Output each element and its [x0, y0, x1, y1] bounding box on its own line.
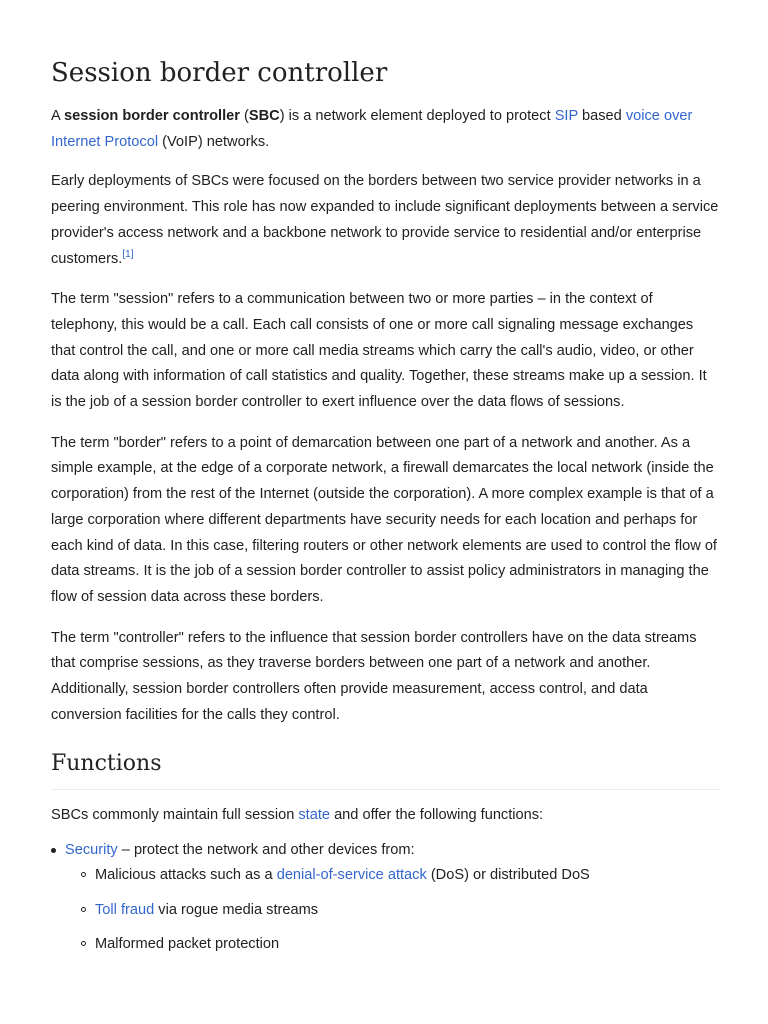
- text: Early deployments of SBCs were focused on the borders between two service provider networks in a peering environment. This role has now expanded to include significant deployments between a service provider's access network and a backbone network to provide service to residential and/or enterprise customers.: [51, 173, 719, 267]
- text: – protect the network and other devices from:: [117, 842, 415, 859]
- link-voip[interactable]: voice over Internet Protocol: [51, 108, 693, 150]
- paragraph-controller: The term "controller" refers to the influence that session border controllers have on the data streams that comprise sessions, as they traverse borders between one part of a network and another. Additionally, session border controllers often provide measurement, access control, and data conversion facilities for the calls they control.: [51, 629, 697, 723]
- paragraph-session: The term "session" refers to a communication between two or more parties – in the context of telephony, this would be a call. Each call consists of one or more call signaling message exchanges that control the call, and one or more call media streams which carry the call's audio, video, or other data along with information of call statistics and quality. Together, these streams make up a session. It is the job of a session border controller to exert influence over the data flows of sessions.: [51, 291, 707, 411]
- text: and offer the following functions:: [330, 807, 544, 824]
- link-toll-fraud[interactable]: Toll fraud: [95, 902, 155, 919]
- paragraph-early-deployments: [51, 169, 719, 272]
- list-item-security: [51, 838, 719, 957]
- link-dos-attack[interactable]: denial-of-service attack: [276, 867, 427, 884]
- functions-list: [51, 838, 719, 957]
- text: A: [51, 108, 64, 124]
- bold-abbrev: SBC: [248, 108, 280, 124]
- text: (VoIP) networks.: [158, 133, 270, 150]
- paragraph-border: The term "border" refers to a point of demarcation between one part of a network and another. As a simple example, at the edge of a corporate network, a firewall demarcates the local network (inside the corporation) from the rest of the Internet (outside the corporation). A more complex example is that of a large corporation where different departments have security needs for each location and perhaps for each kind of data. In this case, filtering routers or other network elements are used to control the flow of data streams. It is the job of a session border controller to assist policy administrators in managing the flow of session data across these borders.: [51, 434, 717, 605]
- security-sublist: [81, 863, 719, 957]
- bold-term: session border controller: [63, 108, 240, 124]
- list-item: Malformed packet protection: [81, 932, 719, 957]
- text: based: [577, 108, 626, 124]
- link-state[interactable]: state: [298, 807, 331, 824]
- text: ) is a network element deployed to protect: [279, 108, 555, 124]
- list-item: [81, 898, 719, 923]
- reference-link[interactable]: [1]: [122, 248, 134, 260]
- link-security[interactable]: Security: [65, 842, 118, 859]
- text: (: [239, 108, 249, 124]
- section-heading-functions: Functions: [51, 749, 719, 790]
- text: via rogue media streams: [154, 902, 319, 919]
- text: SBCs commonly maintain full session: [51, 807, 299, 824]
- article: [51, 0, 719, 957]
- link-sip[interactable]: SIP: [554, 108, 578, 124]
- intro-paragraph: [51, 104, 719, 155]
- text: (DoS) or distributed DoS: [426, 867, 590, 884]
- functions-intro: [51, 803, 719, 829]
- text: Malicious attacks such as a: [95, 867, 277, 884]
- list-item: [81, 863, 719, 888]
- page-title: Session border controller: [51, 58, 388, 88]
